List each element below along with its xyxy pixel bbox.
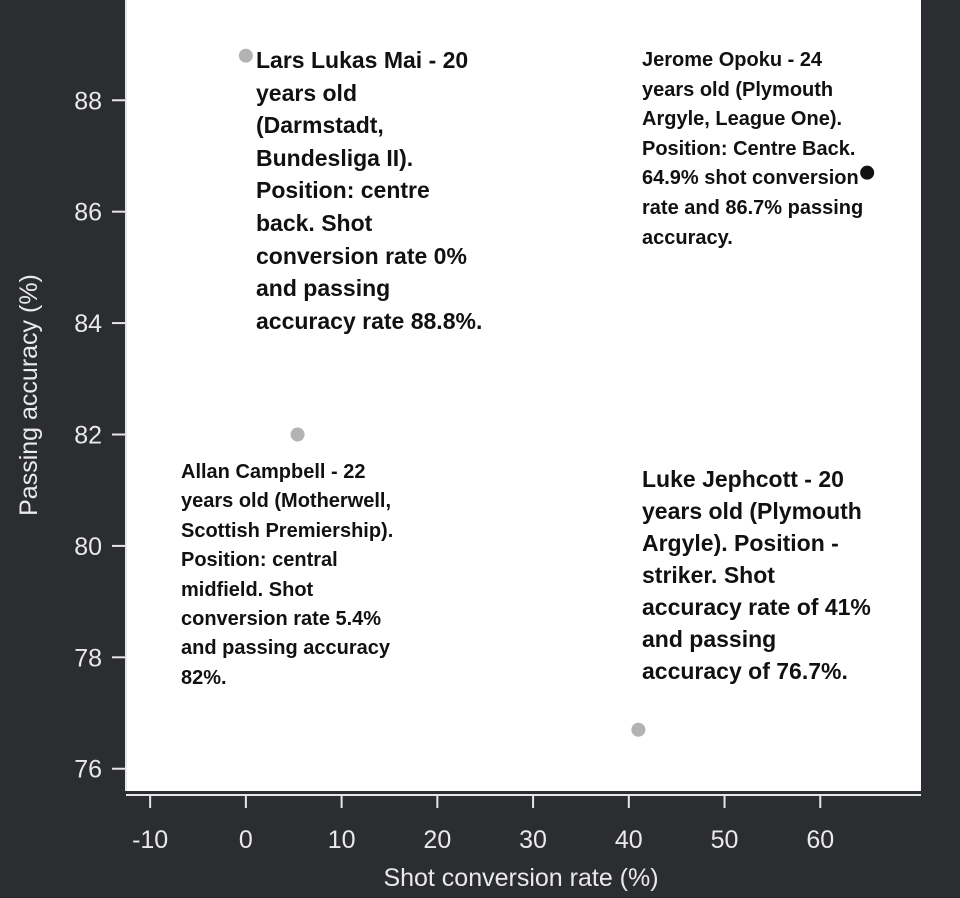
x-axis-title: Shot conversion rate (%) [383, 864, 659, 892]
annotation-luke-jephcott: Luke Jephcott - 20 years old (Plymouth Argyle). Position - striker. Shot accuracy rate of 41% and passing accuracy of 76.7%. [642, 466, 871, 684]
annotation-lars-lukas-mai: Lars Lukas Mai - 20 years old (Darmstadt, Bundesliga II). Position: centre back. Shot conversion rate 0% and passing accuracy rate 88.8%. [256, 47, 483, 334]
x-tick-label: 20 [423, 826, 452, 854]
y-tick-label: 86 [74, 198, 102, 227]
y-axis-title: Passing accuracy (%) [15, 274, 43, 516]
data-point [239, 49, 253, 63]
y-tick-label: 80 [74, 532, 102, 561]
x-tick-label: 10 [327, 826, 356, 854]
y-tick-label: 76 [74, 755, 102, 784]
x-tick-label: 30 [519, 826, 547, 854]
x-tick-label: 60 [806, 826, 835, 854]
annotation-allan-campbell: Allan Campbell - 22 years old (Motherwell, Scottish Premiership). Position: central midfield. Shot conversion rate 5.4% and passing accuracy 82%. [181, 461, 394, 689]
y-tick-label: 82 [74, 421, 102, 450]
y-tick-label: 88 [74, 87, 102, 116]
annotation-jerome-opoku: Jerome Opoku - 24 years old (Plymouth Argyle, League One). Position: Centre Back. 64.9% shot conversion rate and 86.7% passing accuracy. [642, 49, 864, 249]
x-tick-label: 50 [710, 826, 739, 854]
y-tick-label: 84 [74, 310, 102, 339]
data-point [291, 427, 305, 441]
x-tick-label: 0 [238, 826, 253, 854]
x-tick-label: 40 [614, 826, 643, 854]
x-tick-label: -10 [132, 826, 169, 854]
y-tick-label: 78 [74, 644, 102, 673]
data-point [631, 723, 645, 737]
